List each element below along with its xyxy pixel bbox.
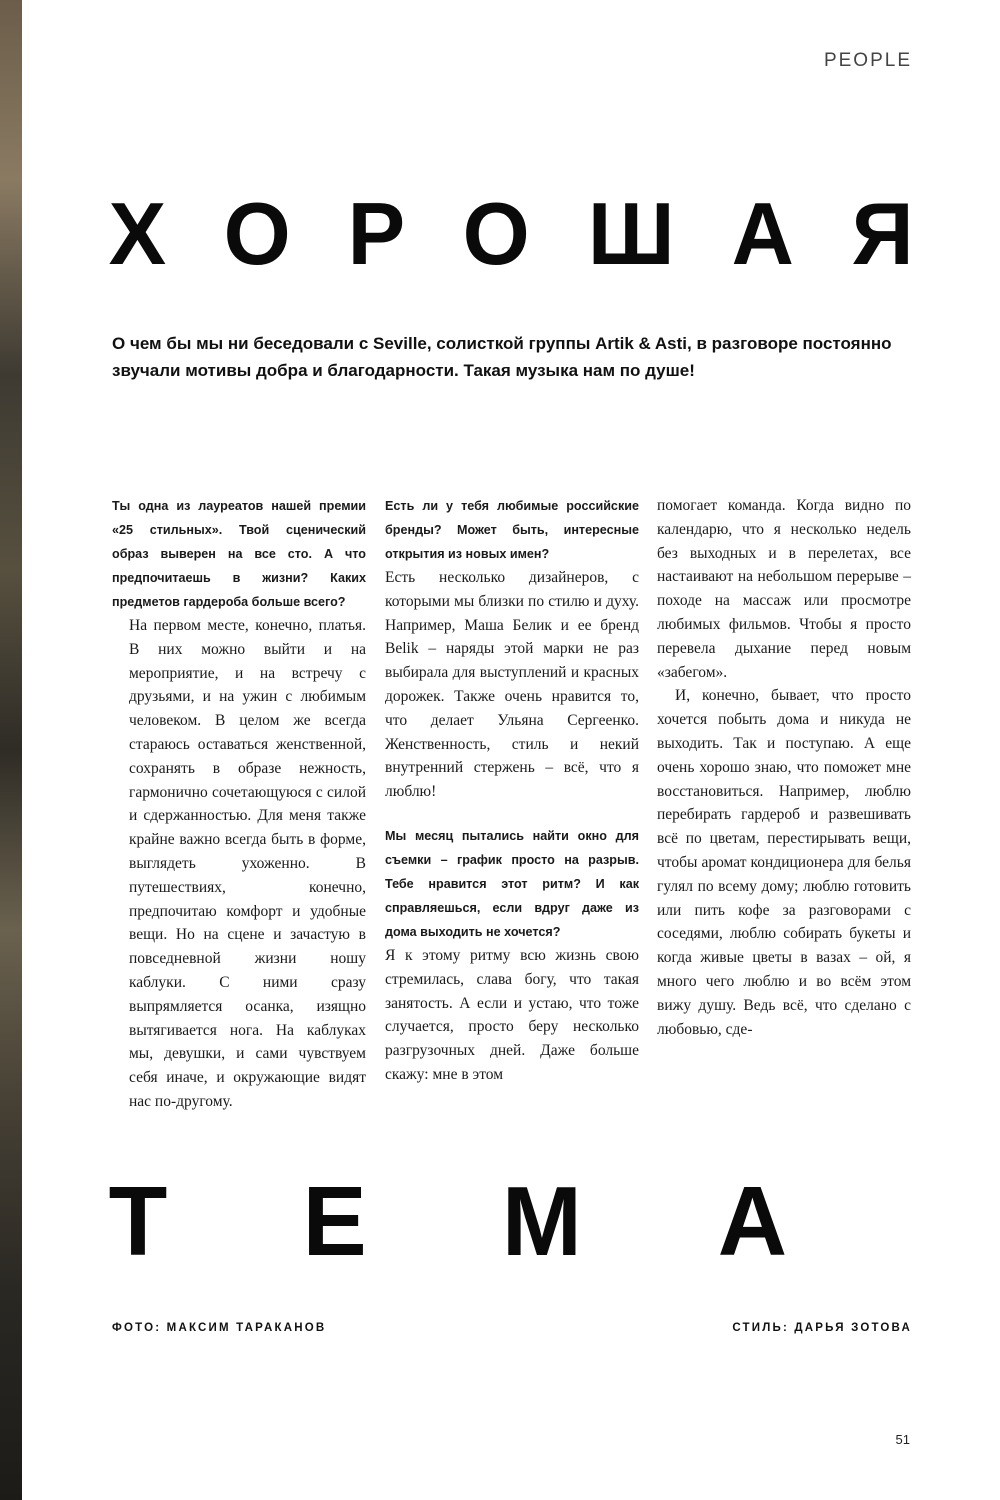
section-label: PEOPLE [823, 50, 912, 71]
interview-answer: И, конечно, бывает, что просто хочется побыть дома и никуда не выходить. Так и поступаю. А еще очень хорошо знаю, что поможет мне восстановиться. Например, люблю перебирать гардероб и развешивать всё по цветам, перестирывать вещи, чтобы аромат кондиционера для белья гулял по всему дому; люблю готовить или пить кофе за разговорами с соседями, люблю собирать букеты и когда живые цветы в вазах – ой, я много чего люблю и во всём этом вижу душу. Ведь всё, что сделано с любовью, сде- [657, 687, 911, 1038]
article-column-2 [385, 494, 639, 1087]
headline-letter: А [731, 184, 794, 283]
interview-answer: На первом месте, конечно, платья. В них можно выйти и на мероприятие, и на встречу с друзьями, и на ужин с любимым человеком. В целом же всегда стараюсь оставаться женственной, сохранять в образе нежность, гармонично сочетающуюся с силой и сдержанностью. Для меня также крайне важно всегда быть в форме, выглядеть ухоженно. В путешествиях, конечно, предпочитаю комфорт и удобные вещи. Но на сцене и зачастую в повседневной жизни ношу каблуки. С ними сразу выпрямляется осанка, изящно вытягивается нога. На каблуках мы, девушки, и сами чувствуем себя иначе, и окружающие видят нас по-другому. [129, 617, 366, 1110]
headline-letter: О [223, 184, 291, 283]
style-credit: СТИЛЬ: ДАРЬЯ ЗОТОВА [732, 1322, 912, 1334]
interview-answer: Есть несколько дизайнеров, с которыми мы близки по стилю и духу. Например, Маша Белик и ее бренд Belik – наряды этой марки не раз выбирала для выступлений и красных дорожек. Также очень нравится то, что делает Ульяна Сергеенко. Женственность, стиль и некий внутренний стержень – всё, что я люблю! [385, 569, 639, 801]
interview-question: Есть ли у тебя любимые российские бренды? Может быть, интересные открытия из новых имен? [385, 499, 639, 561]
interview-question: Ты одна из лауреатов нашей премии «25 стильных». Твой сценический образ выверен на все сто. А что предпочитаешь в жизни? Каких предметов гардероба больше всего? [112, 499, 366, 609]
lead-paragraph: О чем бы мы ни беседовали с Seville, солисткой группы Artik & Asti, в разговоре постоянно звучали мотивы добра и благодарности. Такая музыка нам по душе! [112, 334, 892, 380]
headline-letter: Е [302, 1166, 367, 1276]
headline-letter: Р [347, 184, 406, 283]
headline-bottom [108, 1166, 788, 1276]
photo-edge-strip [0, 0, 22, 1500]
headline-letter: Т [108, 1166, 168, 1276]
headline-letter: А [717, 1166, 788, 1276]
interview-answer: Я к этому ритму всю жизнь свою стремилась, слава богу, что такая занятость. А если и устаю, что тоже случается, просто беру несколько разгрузочных дней. Даже больше скажу: мне в этом [385, 946, 639, 1083]
headline-letter: Я [851, 184, 914, 283]
article-column-1 [112, 494, 366, 1114]
interview-question: Мы месяц пытались найти окно для съемки – график просто на разрыв. Тебе нравится этот ритм? И как справляешься, если вдруг даже из дома выходить не хочется? [385, 828, 639, 939]
headline-top [108, 184, 914, 283]
article-column-3 [657, 494, 911, 1041]
page-number: 51 [895, 1432, 910, 1447]
interview-answer: помогает команда. Когда видно по календарю, что я несколько недель без выходных и в перелетах, все настаивают на небольшом перерыве – походе на массаж или просмотре любимых фильмов. Чтобы я просто перевела дыхание перед новым «забегом». [657, 497, 911, 681]
headline-letter: Х [108, 184, 167, 283]
headline-letter: Ш [587, 184, 675, 283]
headline-letter: О [462, 184, 530, 283]
photo-credit: ФОТО: МАКСИМ ТАРАКАНОВ [112, 1322, 327, 1334]
headline-letter: М [502, 1166, 583, 1276]
